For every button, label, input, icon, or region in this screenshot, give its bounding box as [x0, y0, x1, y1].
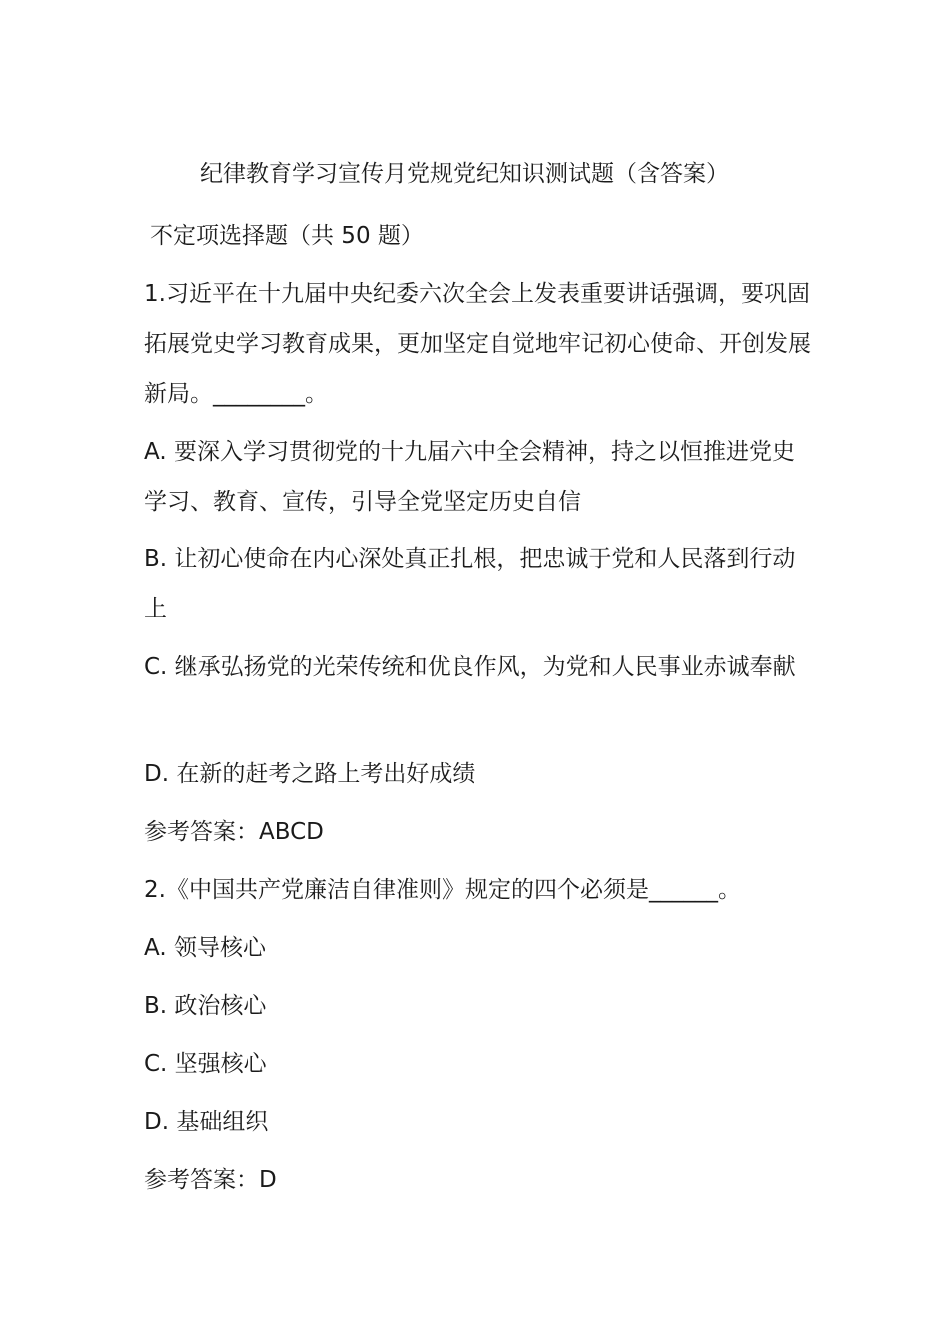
- section-heading: 不定项选择题（共 50 题）: [150, 223, 424, 249]
- question-2-option-a: A. 领导核心: [144, 935, 266, 961]
- question-1-option-b: B. 让初心使命在内心深处真正扎根，把忠诚于党和人民落到行动上: [144, 546, 796, 622]
- question-2-option-c: C. 坚强核心: [144, 1051, 267, 1077]
- question-1-answer: 参考答案：ABCD: [144, 819, 324, 845]
- document-title: 纪律教育学习宣传月党规党纪知识测试题（含答案）: [200, 161, 729, 187]
- question-2-stem: 2.《中国共产党廉洁自律准则》规定的四个必须是______。: [144, 877, 741, 903]
- question-1-stem: 1.习近平在十九届中央纪委六次全会上发表重要讲话强调，要巩固拓展党史学习教育成果，更加坚定自觉地牢记初心使命、开创发展新局。________。: [144, 281, 811, 407]
- question-1-option-c: C. 继承弘扬党的光荣传统和优良作风，为党和人民事业赤诚奉献: [144, 654, 796, 680]
- question-2-option-d: D. 基础组织: [144, 1109, 269, 1135]
- question-1-option-d: D. 在新的赶考之路上考出好成绩: [144, 761, 476, 787]
- question-1-option-a: A. 要深入学习贯彻党的十九届六中全会精神，持之以恒推进党史学习、教育、宣传，引导全党坚定历史自信: [144, 439, 795, 515]
- question-2-option-b: B. 政治核心: [144, 993, 267, 1019]
- question-2-answer: 参考答案：D: [144, 1167, 277, 1193]
